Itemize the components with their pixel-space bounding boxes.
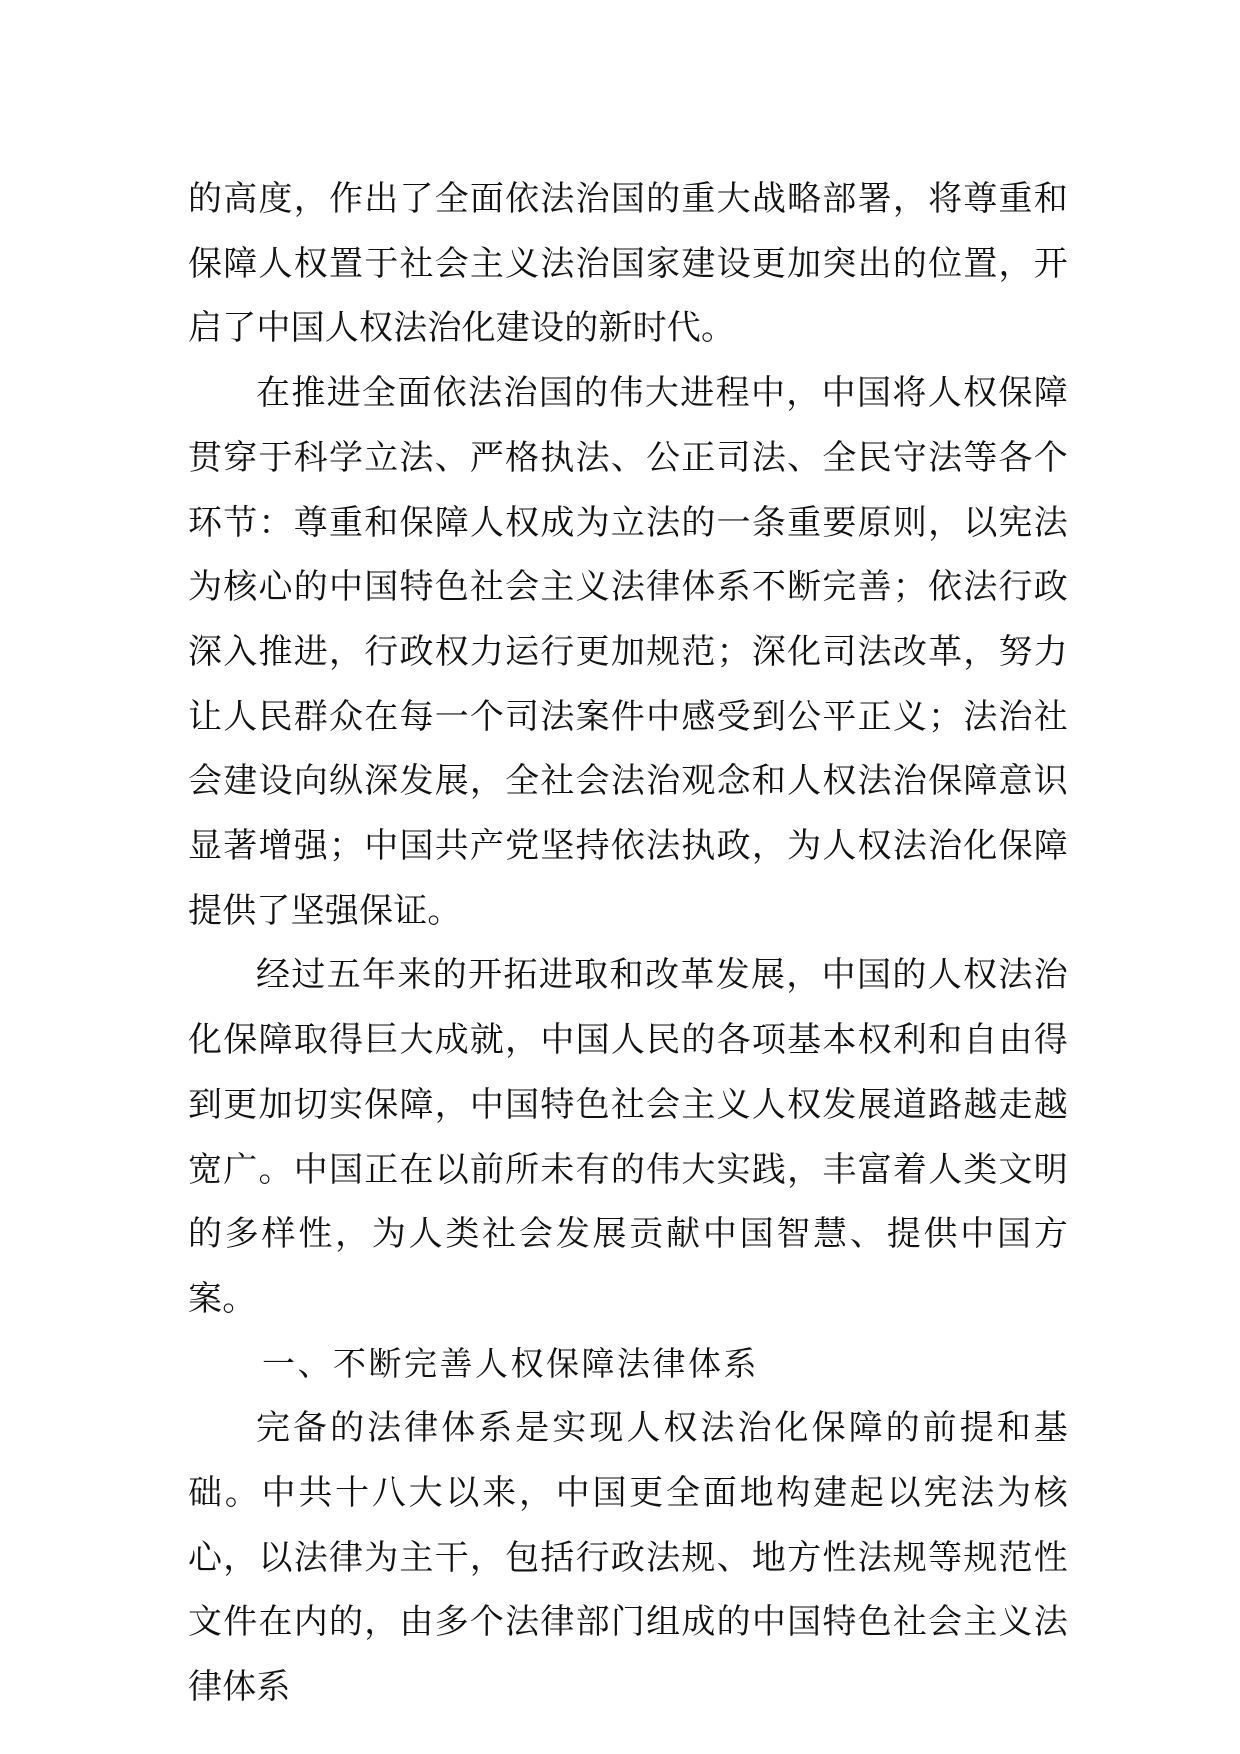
paragraph-rule-of-law-process: 在推进全面依法治国的伟大进程中，中国将人权保障贯穿于科学立法、严格执法、公正司法、全民守法等各个环节：尊重和保障人权成为立法的一条重要原则，以宪法为核心的中国特色社会主义法律体系不断完善；依法行政深入推进，行政权力运行更加规范；深化司法改革，努力让人民群众在每一个司法案件中感受到公平正义；法治社会建设向纵深发展，全社会法治观念和人权法治保障意识显著增强；中国共产党坚持依法执政，为人权法治化保障提供了坚强保证。 xyxy=(188,373,1068,931)
section-heading: 一、不断完善人权保障法律体系 xyxy=(262,1343,759,1383)
paragraph-continuation: 的高度，作出了全面依法治国的重大战略部署，将尊重和保障人权置于社会主义法治国家建设更加突出的位置，开启了中国人权法治化建设的新时代。 xyxy=(188,179,1068,349)
paragraph-five-year-achievements: 经过五年来的开拓进取和改革发展，中国的人权法治化保障取得巨大成就，中国人民的各项基本权利和自由得到更加切实保障，中国特色社会主义人权发展道路越走越宽广。中国正在以前所未有的伟大实践，丰富着人类文明的多样性，为人类社会发展贡献中国智慧、提供中国方案。 xyxy=(188,955,1068,1319)
paragraph-legal-system: 完备的法律体系是实现人权法治化保障的前提和基础。中共十八大以来，中国更全面地构建起以宪法为核心，以法律为主干，包括行政法规、地方性法规等规范性文件在内的，由多个法律部门组成的中国特色社会主义法律体系 xyxy=(188,1408,1068,1708)
document-body xyxy=(188,167,1068,1720)
